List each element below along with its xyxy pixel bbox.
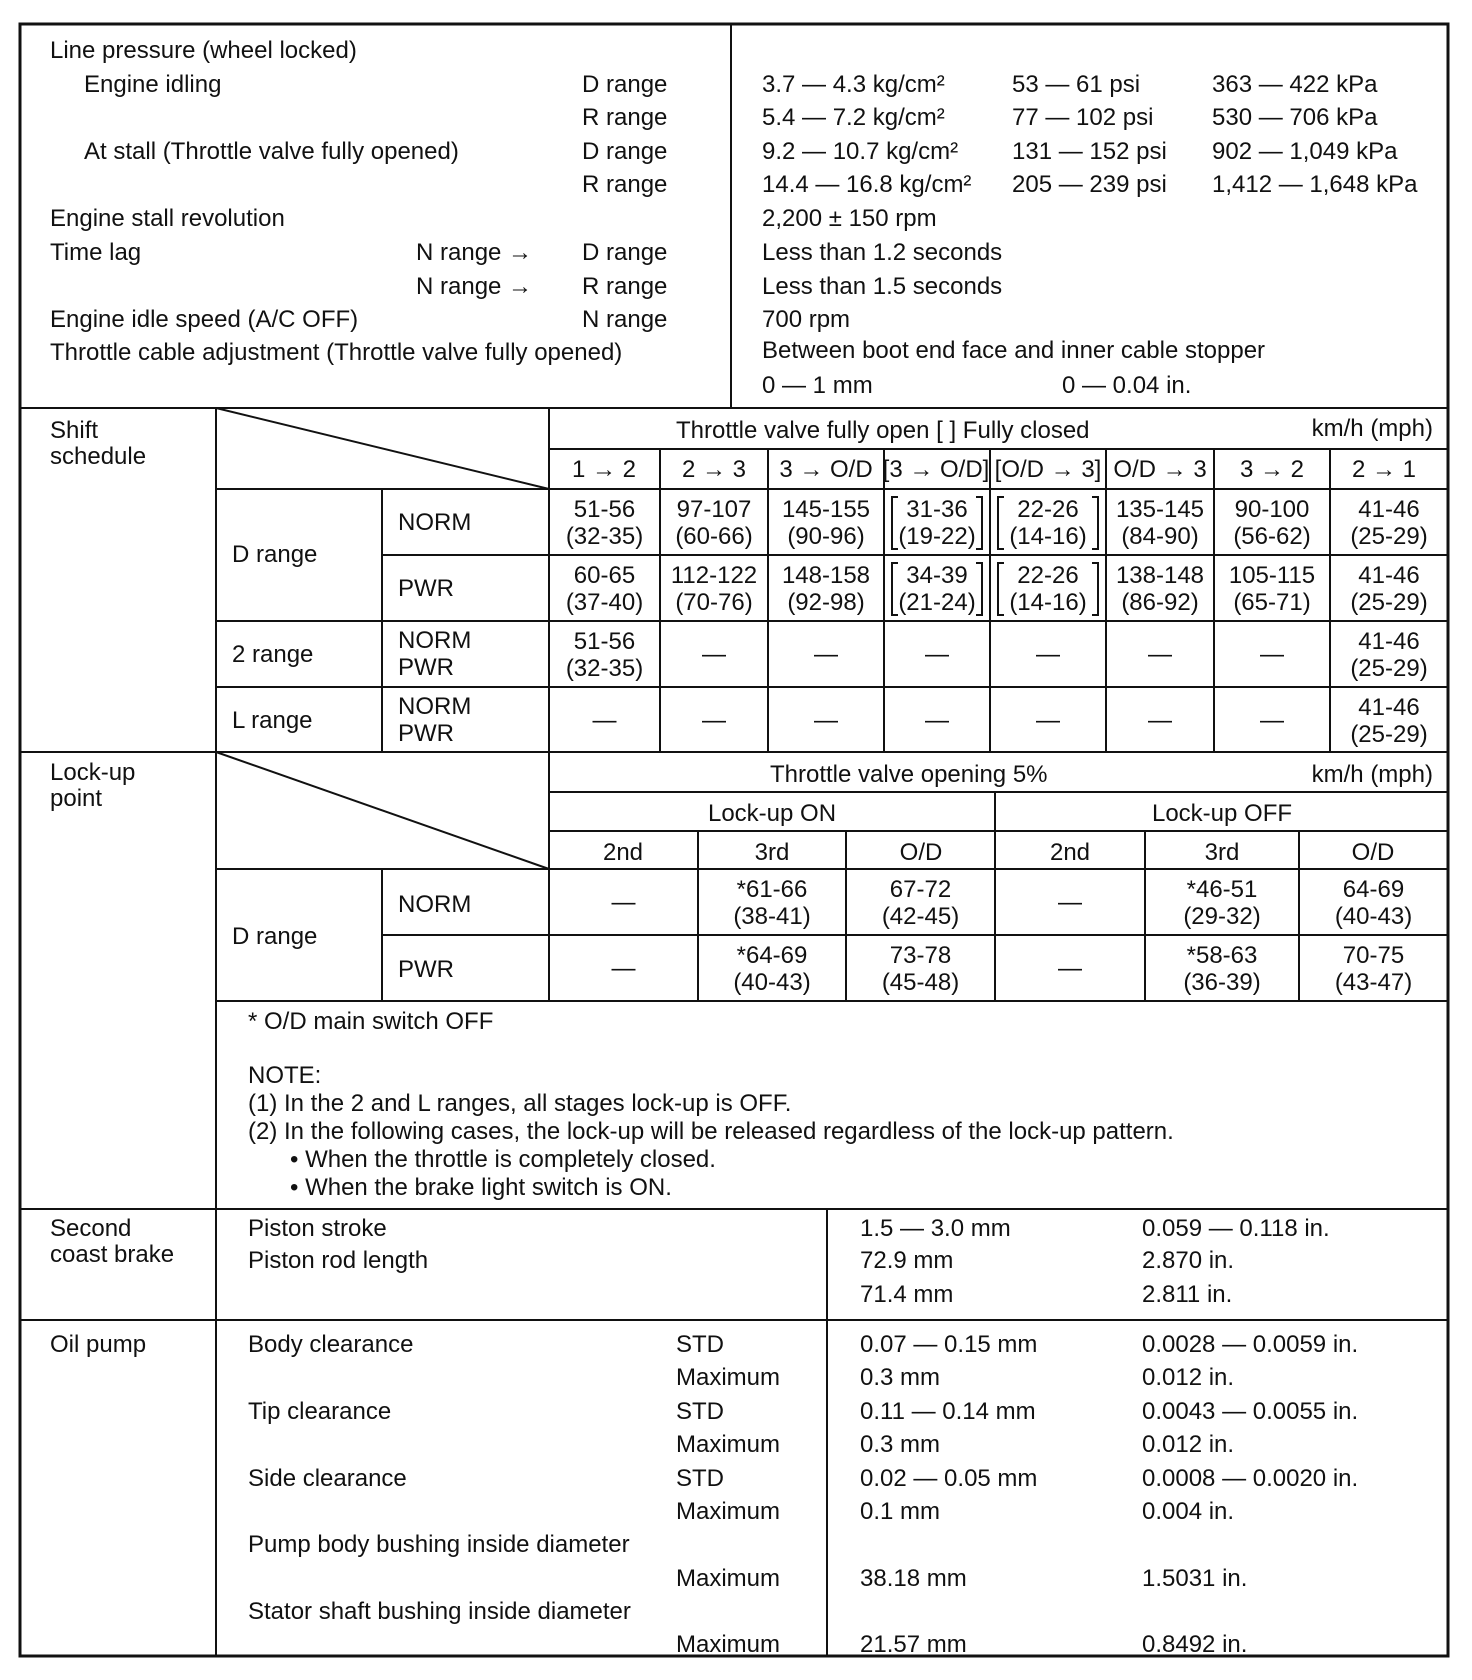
bracket-right [1092,563,1098,615]
pressure-psi: 53 — 61 psi [1012,71,1141,98]
bracket-left [892,497,898,549]
shift-2-norm-label: NORM [398,627,472,654]
shift-dash: — [1036,707,1060,734]
stall-rev-label: Engine stall revolution [50,205,285,232]
lockup-speed-mph: (40-43) [733,969,811,996]
oil-pump-mm: 0.3 mm [860,1431,941,1458]
shift-speed-mph: (25-29) [1350,523,1428,550]
oil-pump-mm: 0.3 mm [860,1364,941,1391]
shift-speed: 97-107 [676,496,752,523]
pressure-kg: 3.7 — 4.3 kg/cm² [762,71,945,98]
shift-norm-label: NORM [398,509,472,536]
shift-col-header: 2 → 1 [1351,456,1417,483]
shift-speed: 41-46 [1358,562,1420,589]
lockup-col-header: 2nd [1049,839,1091,866]
engine-idling-label: Engine idling [84,71,222,98]
oil-pump-in: 0.0043 — 0.0055 in. [1142,1398,1359,1425]
oil-pump-mm: 0.11 — 0.14 mm [860,1398,1036,1425]
oil-pump-spec: Maximum [676,1498,781,1525]
shift-speed: 145-155 [781,496,871,523]
pressure-kpa: 363 — 422 kPa [1212,71,1378,98]
shift-col-header: 3 → 2 [1239,456,1305,483]
oil-pump-in: 1.5031 in. [1142,1565,1248,1592]
lockup-speed: *46-51 [1186,876,1258,903]
oil-pump-mm: 0.1 mm [860,1498,941,1525]
time-lag-from: N range → [416,239,533,266]
pressure-psi: 77 — 102 psi [1012,104,1154,131]
note-item: (1) In the 2 and L ranges, all stages lock-up is OFF. [248,1090,792,1117]
shift-dash: — [925,641,949,668]
oil-pump-label: Tip clearance [248,1398,392,1425]
pressure-kg: 5.4 — 7.2 kg/cm² [762,104,945,131]
oil-pump-label: Body clearance [248,1331,414,1358]
shift-speed: 41-46 [1358,496,1420,523]
shift-speed-mph: (65-71) [1233,589,1311,616]
lockup-dash: — [1058,955,1082,982]
shift-speed: 41-46 [1358,694,1420,721]
shift-speed-mph: (14-16) [1009,523,1087,550]
shift-speed-mph: (86-92) [1121,589,1199,616]
bracket-right [1092,497,1098,549]
lockup-title: Lock-up [50,759,136,786]
shift-l-range-label: L range [232,707,313,734]
shift-speed: 112-122 [670,562,758,589]
lockup-col-header: 2nd [602,839,644,866]
shift-speed-mph: (32-35) [565,655,644,682]
shift-l-pwr-label: PWR [398,720,454,747]
oil-pump-spec: STD [676,1398,724,1425]
lockup-pwr-label: PWR [398,956,454,983]
pressure-kpa: 902 — 1,049 kPa [1212,138,1398,165]
lockup-speed-mph: (45-48) [881,969,960,996]
shift-speed-mph: (92-98) [787,589,865,616]
oil-pump-spec: STD [676,1465,724,1492]
lockup-speed-mph: (42-45) [881,903,960,930]
pressure-range: R range [582,104,668,131]
lockup-header: Throttle valve opening 5% [770,761,1048,788]
shift-dash: — [702,707,726,734]
shift-title: schedule [50,443,147,470]
lockup-speed-mph: (36-39) [1183,969,1261,996]
pressure-range: D range [582,71,668,98]
shift-l-norm-label: NORM [398,693,472,720]
lockup-speed: 67-72 [889,876,952,903]
coast-brake-mm: 1.5 — 3.0 mm [860,1215,1011,1242]
lockup-col-header: 3rd [754,839,790,866]
lockup-speed: *58-63 [1186,942,1258,969]
shift-diagonal [216,408,549,489]
coast-brake-in: 2.811 in. [1142,1281,1233,1308]
coast-brake-title: coast brake [50,1241,175,1268]
lockup-speed: 70-75 [1342,942,1405,969]
throttle-cable-label: Throttle cable adjustment (Throttle valve fully opened) [50,339,623,366]
shift-dash: — [1148,707,1172,734]
line-pressure-title: Line pressure (wheel locked) [50,37,357,64]
lockup-unit: km/h (mph) [1311,761,1433,788]
shift-speed: 22-26 [1017,562,1079,589]
oil-pump-mm: 38.18 mm [860,1565,967,1592]
note-bullet: • When the throttle is completely closed. [290,1146,716,1173]
shift-dash: — [1260,707,1284,734]
lockup-speed-mph: (40-43) [1334,903,1413,930]
coast-brake-in: 2.870 in. [1142,1247,1235,1274]
oil-pump-in: 0.0008 — 0.0020 in. [1142,1465,1359,1492]
lockup-footnote: * O/D main switch OFF [248,1008,494,1035]
lockup-speed: *61-66 [736,876,808,903]
time-lag-to: D range [582,239,668,266]
at-stall-label: At stall (Throttle valve fully opened) [84,138,459,165]
shift-speed-mph: (37-40) [565,589,644,616]
shift-speed: 60-65 [573,562,636,589]
shift-schedule-section [50,408,1448,752]
lockup-section [50,752,1448,1201]
shift-col-header: 1 → 2 [571,456,637,483]
shift-speed-mph: (25-29) [1350,655,1428,682]
oil-pump-in: 0.8492 in. [1142,1631,1248,1658]
coast-brake-in: 0.059 — 0.118 in. [1142,1215,1330,1242]
shift-speed: 51-56 [573,496,636,523]
idle-speed-label: Engine idle speed (A/C OFF) [50,306,359,333]
shift-col-header: O/D → 3 [1113,456,1207,483]
shift-speed: 90-100 [1234,496,1310,523]
shift-speed-mph: (60-66) [675,523,753,550]
pressure-psi: 205 — 239 psi [1012,171,1167,198]
throttle-cable-mm: 0 — 1 mm [762,372,873,399]
oil-pump-spec: Maximum [676,1364,781,1391]
shift-speed-mph: (14-16) [1009,589,1087,616]
bracket-left [998,497,1004,549]
lockup-col-header: 3rd [1204,839,1240,866]
lockup-speed-mph: (29-32) [1183,903,1261,930]
lockup-speed: *64-69 [736,942,808,969]
shift-col-header: [O/D → 3] [994,456,1102,483]
time-lag-label: Time lag [50,239,142,266]
oil-pump-label: Stator shaft bushing inside diameter [248,1598,631,1625]
lockup-title: point [50,785,103,812]
throttle-cable-in: 0 — 0.04 in. [1062,372,1192,399]
shift-header-throttle: Throttle valve fully open [ ] Fully closed [676,417,1090,444]
coast-brake-label: Piston stroke [248,1215,387,1242]
note-bullet: • When the brake light switch is ON. [290,1174,672,1201]
shift-dash: — [814,707,838,734]
oil-pump-label: Side clearance [248,1465,407,1492]
bracket-right [976,563,982,615]
shift-pwr-label: PWR [398,575,454,602]
oil-pump-in: 0.012 in. [1142,1364,1235,1391]
lockup-speed: 64-69 [1342,876,1405,903]
lockup-speed-mph: (43-47) [1334,969,1413,996]
pressure-kg: 14.4 — 16.8 kg/cm² [762,171,972,198]
oil-pump-mm: 0.02 — 0.05 mm [860,1465,1038,1492]
bracket-left [998,563,1004,615]
oil-pump-spec: Maximum [676,1431,781,1458]
shift-speed-mph: (84-90) [1121,523,1199,550]
bracket-left [892,563,898,615]
shift-header-unit: km/h (mph) [1311,415,1433,442]
pressure-kpa: 530 — 706 kPa [1212,104,1378,131]
idle-speed-value: 700 rpm [762,306,851,333]
shift-speed-mph: (25-29) [1350,721,1428,748]
shift-col-header: [3 → O/D] [882,456,990,483]
time-lag-to: R range [582,273,668,300]
shift-dash: — [702,641,726,668]
pressure-psi: 131 — 152 psi [1012,138,1167,165]
shift-speed: 22-26 [1017,496,1079,523]
shift-speed: 41-46 [1358,628,1420,655]
lockup-diagonal [216,752,549,869]
shift-dash: — [1036,641,1060,668]
time-lag-value: Less than 1.2 seconds [762,239,1003,266]
lockup-col-header: O/D [1351,839,1395,866]
note-item: (2) In the following cases, the lock-up will be released regardless of the lock-up pattern. [248,1118,1174,1145]
lockup-col-header: O/D [899,839,943,866]
oil-pump-label: Pump body bushing inside diameter [248,1531,630,1558]
shift-speed: 105-115 [1228,562,1316,589]
coast-brake-mm: 72.9 mm [860,1247,954,1274]
shift-dash: — [925,707,949,734]
shift-speed: 31-36 [906,496,968,523]
shift-speed-mph: (19-22) [898,523,976,550]
shift-dash: — [592,707,617,734]
shift-speed-mph: (56-62) [1233,523,1311,550]
lockup-off-label: Lock-up OFF [1151,800,1293,827]
lockup-norm-label: NORM [398,891,472,918]
stall-rev-value: 2,200 ± 150 rpm [762,205,937,232]
coast-brake-label: Piston rod length [248,1247,429,1274]
coast-brake-mm: 71.4 mm [860,1281,954,1308]
oil-pump-in: 0.004 in. [1142,1498,1235,1525]
lockup-dash: — [1058,889,1082,916]
shift-dash: — [814,641,838,668]
shift-2-range-label: 2 range [232,641,314,668]
shift-dash: — [1260,641,1284,668]
coast-brake-title: Second [50,1215,132,1242]
time-lag-value: Less than 1.5 seconds [762,273,1003,300]
shift-speed: 51-56 [573,628,636,655]
shift-speed: 138-148 [1115,562,1205,589]
oil-pump-title: Oil pump [50,1331,147,1358]
lockup-dash: — [611,889,636,916]
oil-pump-mm: 21.57 mm [860,1631,967,1658]
shift-col-header: 2 → 3 [681,456,747,483]
oil-pump-spec: Maximum [676,1565,781,1592]
lockup-on-label: Lock-up ON [707,800,837,827]
shift-dash: — [1148,641,1172,668]
oil-pump-in: 0.012 in. [1142,1431,1235,1458]
shift-speed-mph: (90-96) [787,523,865,550]
pressure-kpa: 1,412 — 1,648 kPa [1212,171,1418,198]
oil-pump-mm: 0.07 — 0.15 mm [860,1331,1038,1358]
lockup-d-range-label: D range [232,923,318,950]
bracket-right [976,497,982,549]
shift-title: Shift [50,417,99,444]
shift-speed: 148-158 [781,562,871,589]
shift-speed-mph: (21-24) [898,589,976,616]
shift-2-pwr-label: PWR [398,654,454,681]
note-title: NOTE: [248,1062,322,1089]
time-lag-from: N range → [416,273,533,300]
shift-speed: 135-145 [1115,496,1205,523]
shift-col-header: 3 → O/D [779,456,873,483]
pressure-kg: 9.2 — 10.7 kg/cm² [762,138,959,165]
oil-pump-in: 0.0028 — 0.0059 in. [1142,1331,1359,1358]
pressure-range: D range [582,138,668,165]
throttle-cable-value: Between boot end face and inner cable stopper [762,337,1266,364]
shift-speed: 34-39 [906,562,968,589]
oil-pump-section [50,1331,1358,1658]
shift-speed-mph: (25-29) [1350,589,1428,616]
oil-pump-spec: STD [676,1331,724,1358]
idle-speed-range: N range [582,306,668,333]
lockup-dash: — [611,955,636,982]
pressure-range: R range [582,171,668,198]
line-pressure-section [50,37,1418,399]
lockup-speed-mph: (38-41) [733,903,811,930]
shift-speed-mph: (32-35) [565,523,644,550]
oil-pump-spec: Maximum [676,1631,781,1658]
shift-d-range-label: D range [232,541,318,568]
lockup-speed: 73-78 [889,942,952,969]
shift-speed-mph: (70-76) [675,589,753,616]
